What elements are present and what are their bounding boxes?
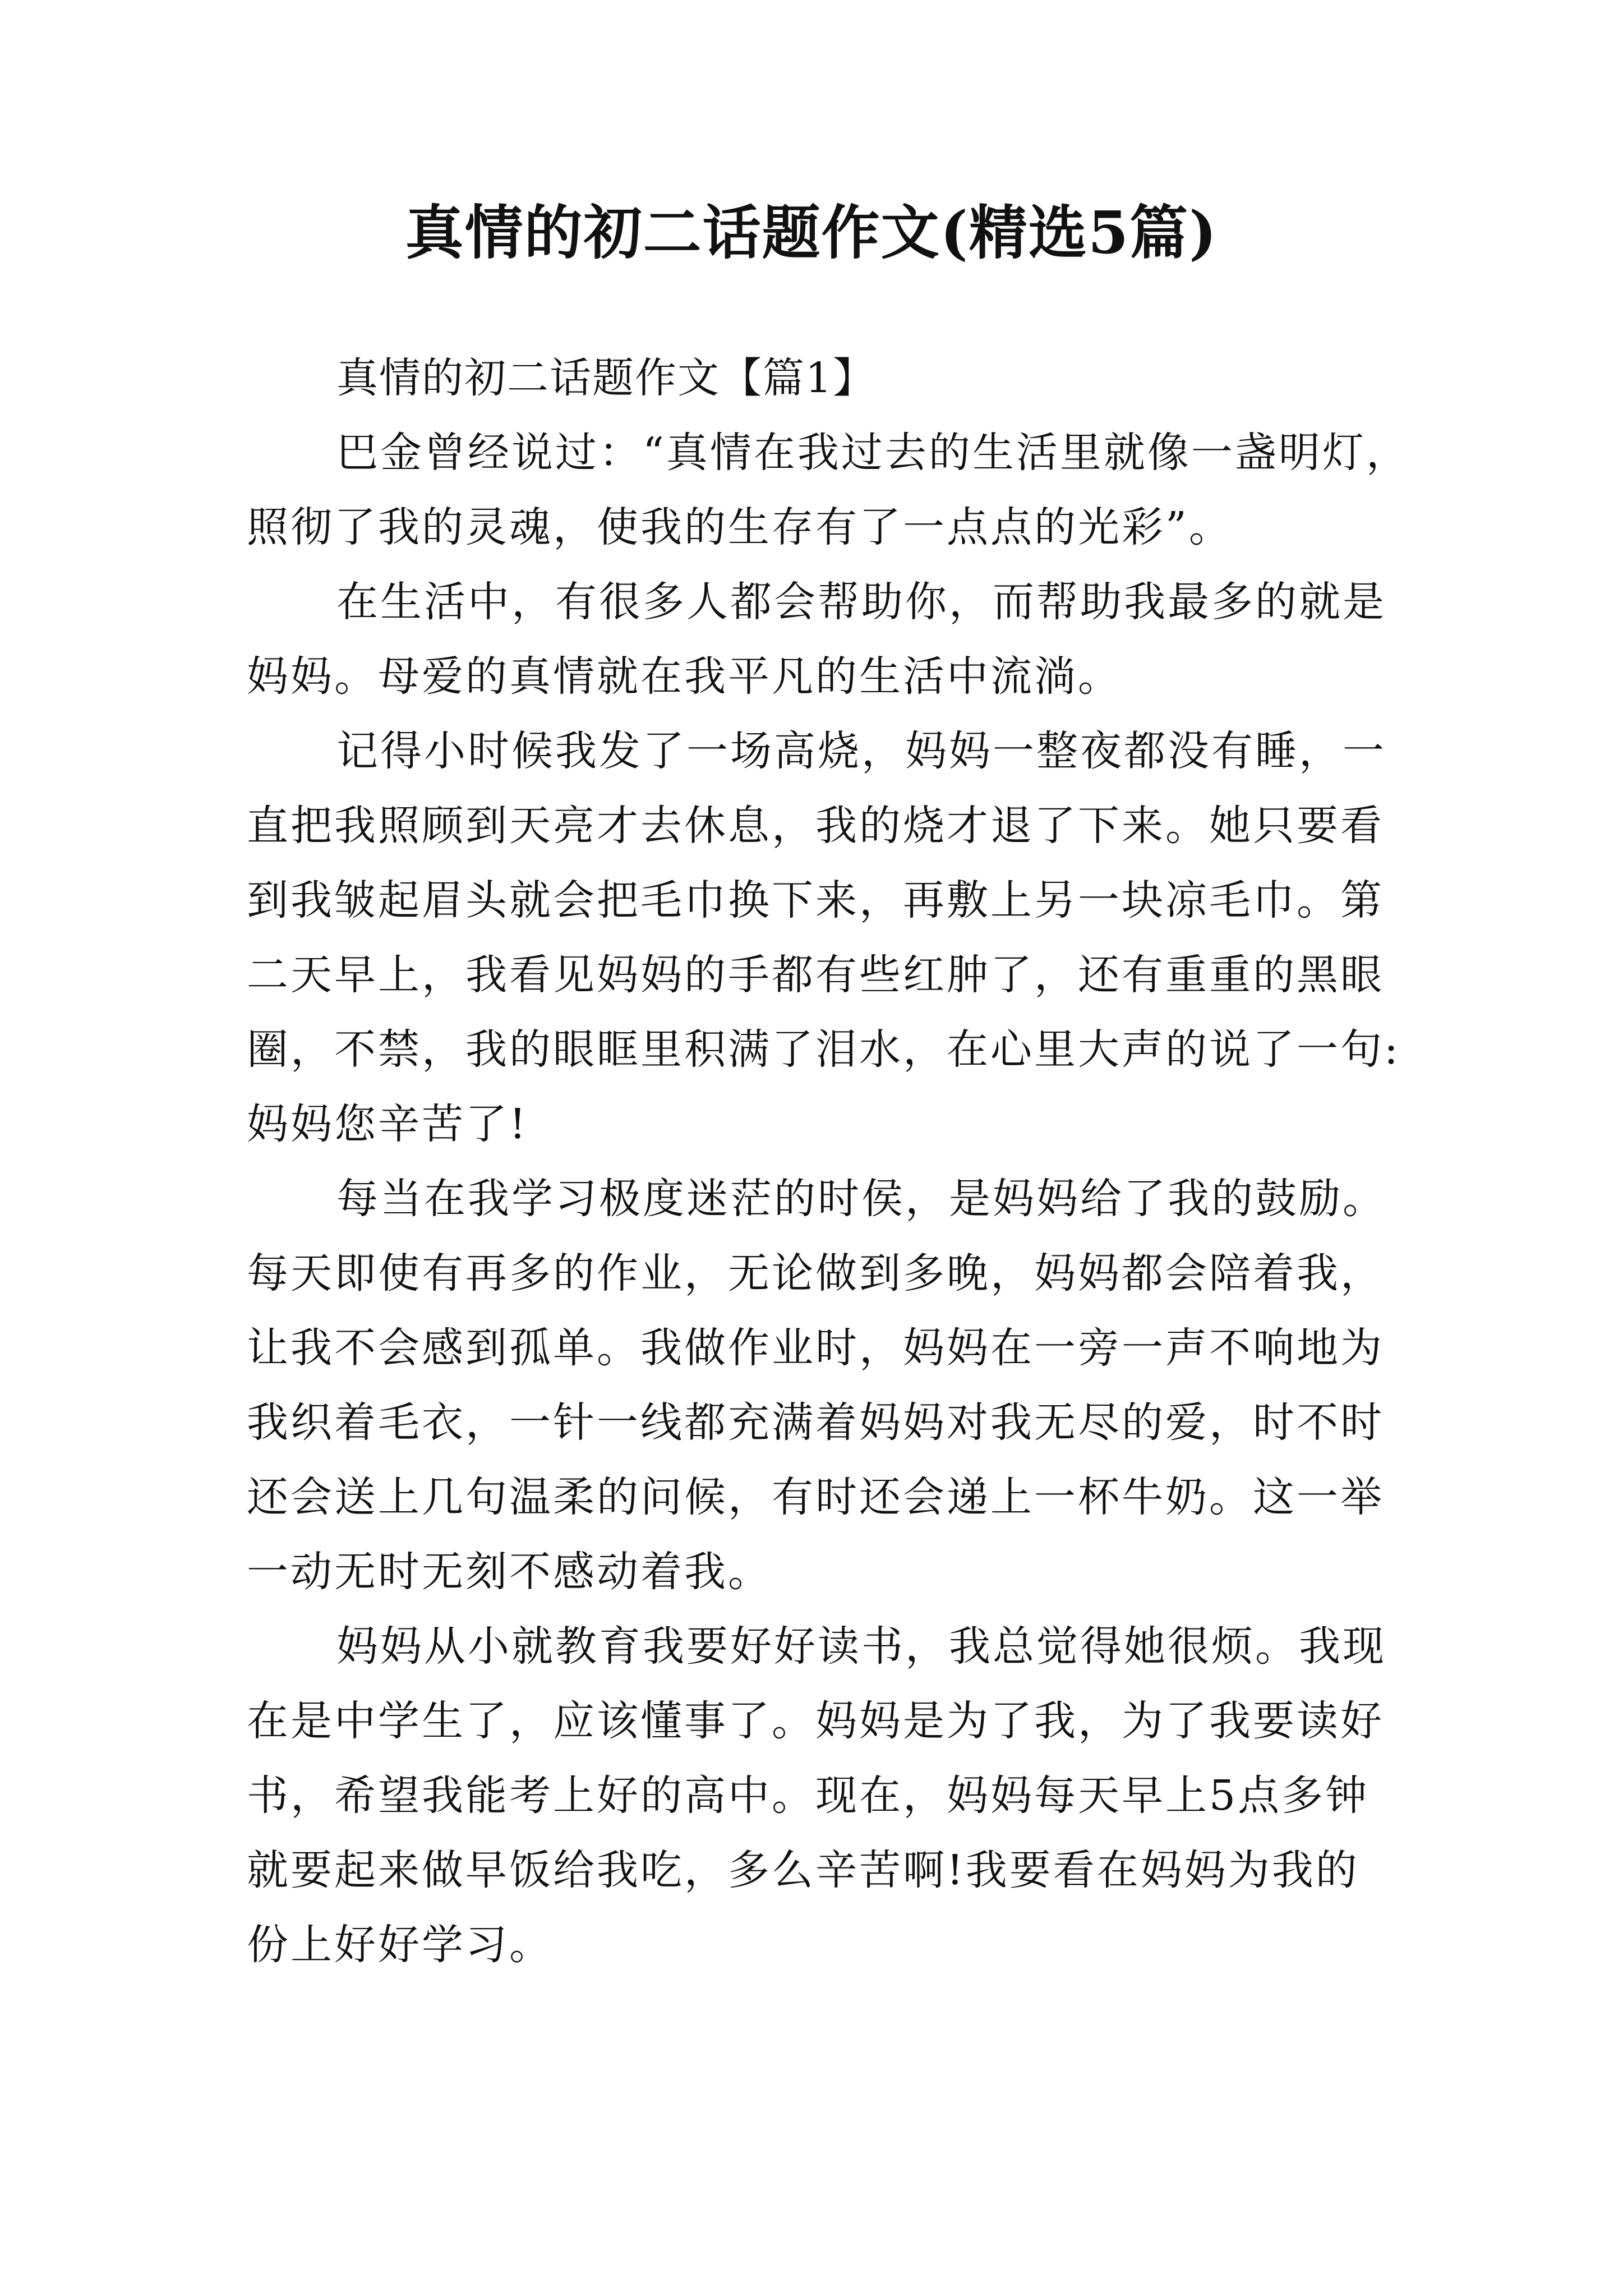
text-line: 直把我照顾到天亮才去休息，我的烧才退了下来。她只要看 xyxy=(247,802,1384,850)
text-line: 妈妈您辛苦了! xyxy=(247,1100,528,1148)
text-line: 照彻了我的灵魂，使我的生存有了一点点的光彩”。 xyxy=(247,503,1233,551)
text-line: 在生活中，有很多人都会帮助你，而帮助我最多的就是 xyxy=(336,578,1386,626)
text-line: 妈妈从小就教育我要好好读书，我总觉得她很烦。我现 xyxy=(336,1622,1386,1671)
text-line: 就要起来做早饭给我吃，多么辛苦啊!我要看在妈妈为我的 xyxy=(247,1846,1359,1894)
text-line: 巴金曾经说过：“真情在我过去的生活里就像一盏明灯， xyxy=(336,429,1410,477)
text-line: 到我皱起眉头就会把毛巾换下来，再敷上另一块凉毛巾。第 xyxy=(247,876,1384,924)
text-line: 记得小时候我发了一场高烧，妈妈一整夜都没有睡，一 xyxy=(336,727,1386,775)
text-line: 每天即使有再多的作业，无论做到多晚，妈妈都会陪着我， xyxy=(247,1249,1384,1297)
page-title: 真情的初二话题作文(精选5篇) xyxy=(405,198,1218,267)
section-heading: 真情的初二话题作文【篇1】 xyxy=(336,354,876,402)
text-line: 我织着毛衣，一针一线都充满着妈妈对我无尽的爱，时不时 xyxy=(247,1398,1384,1447)
text-line: 份上好好学习。 xyxy=(247,1921,553,1969)
text-line: 书，希望我能考上好的高中。现在，妈妈每天早上5点多钟 xyxy=(247,1772,1370,1820)
text-line: 还会送上几句温柔的问候，有时还会递上一杯牛奶。这一举 xyxy=(247,1473,1384,1521)
text-line: 每当在我学习极度迷茫的时侯，是妈妈给了我的鼓励。 xyxy=(336,1175,1386,1223)
text-line: 妈妈。母爱的真情就在我平凡的生活中流淌。 xyxy=(247,652,1122,701)
text-line: 圈，不禁，我的眼眶里积满了泪水，在心里大声的说了一句: xyxy=(247,1025,1400,1074)
text-line: 二天早上，我看见妈妈的手都有些红肿了，还有重重的黑眼 xyxy=(247,951,1384,999)
document-body xyxy=(247,341,1410,1982)
text-line: 在是中学生了，应该懂事了。妈妈是为了我，为了我要读好 xyxy=(247,1697,1384,1745)
text-line: 一动无时无刻不感动着我。 xyxy=(247,1548,772,1596)
text-line: 让我不会感到孤单。我做作业时，妈妈在一旁一声不响地为 xyxy=(247,1324,1384,1372)
